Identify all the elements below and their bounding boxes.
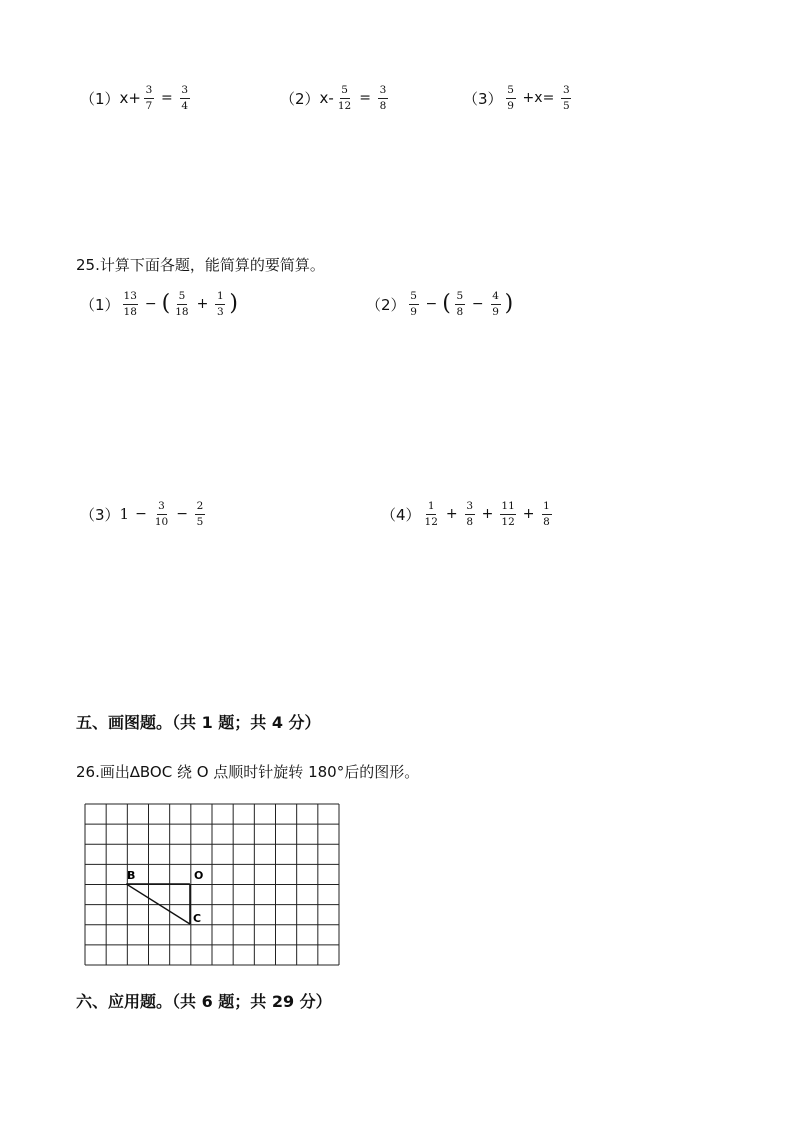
fraction: $\frac{5}{8}$ <box>456 290 464 318</box>
segment-bc <box>126 884 190 924</box>
operator: − <box>176 506 188 522</box>
fraction: $\frac{3}{4}$ <box>181 84 189 112</box>
q25-problem-4 <box>381 494 555 534</box>
equation-2-pre: x- <box>319 89 334 107</box>
left-paren: ( <box>161 291 171 316</box>
fraction: $\frac{13}{18}$ <box>123 290 137 318</box>
operator: + <box>481 506 494 522</box>
q25-problem-2 <box>366 284 514 324</box>
fraction: $\frac{1}{3}$ <box>217 290 224 318</box>
q25-p4-label: （4） <box>381 505 421 524</box>
operator: + <box>196 296 209 312</box>
equation-3-mid: +x= <box>522 90 555 106</box>
point-b-label: B <box>127 869 136 882</box>
fraction: $\frac{3}{5}$ <box>562 84 570 112</box>
q25-problem-1 <box>80 284 239 324</box>
q25-p1-label: （1） <box>80 295 120 314</box>
operator: − <box>425 296 438 312</box>
operator: + <box>445 506 458 522</box>
equation-2 <box>280 78 391 118</box>
equation-2-mid: = <box>359 90 371 106</box>
fraction: $\frac{5}{18}$ <box>175 290 189 318</box>
fraction: $\frac{5}{9}$ <box>410 290 417 318</box>
equation-2-label: （2） <box>280 89 320 108</box>
operator: − <box>471 296 484 312</box>
right-paren: ) <box>504 291 514 316</box>
equation-1-pre: x+ <box>119 89 141 107</box>
fraction: $\frac{1}{12}$ <box>424 500 438 528</box>
operator: + <box>522 506 535 522</box>
fraction: $\frac{3}{7}$ <box>145 84 153 112</box>
fraction: $\frac{1}{8}$ <box>543 500 550 528</box>
fraction: $\frac{3}{8}$ <box>379 84 387 112</box>
q25-title: 25.计算下面各题，能简算的要简算。 <box>76 256 325 274</box>
section-6-heading: 六、应用题。（共 6 题；共 29 分） <box>76 992 332 1011</box>
fraction: $\frac{4}{9}$ <box>492 290 499 318</box>
equation-3-label: （3） <box>463 89 503 108</box>
section-5-heading: 五、画图题。（共 1 题；共 4 分） <box>76 713 321 732</box>
equation-3 <box>463 78 574 118</box>
right-paren: ) <box>229 291 238 316</box>
operator: − <box>144 296 157 312</box>
q25-p2-label: （2） <box>366 295 406 314</box>
fraction: $\frac{2}{5}$ <box>196 500 204 528</box>
equation-1-label: （1） <box>80 89 120 108</box>
triangle-boc <box>126 884 190 924</box>
point-c-label: C <box>193 912 202 925</box>
fraction: $\frac{3}{8}$ <box>466 500 473 528</box>
fraction: $\frac{3}{10}$ <box>154 500 169 528</box>
left-paren: ( <box>442 291 451 316</box>
q25-problem-3 <box>80 494 208 534</box>
grid-lines <box>85 804 339 965</box>
q26-title: 26.画出∆BOC 绕 O 点顺时针旋转 180°后的图形。 <box>76 763 420 781</box>
equation-1 <box>80 78 193 118</box>
fraction: $\frac{5}{9}$ <box>507 84 514 112</box>
q25-p3-label: （3） <box>80 505 120 524</box>
point-o-label: O <box>194 869 204 882</box>
rotation-grid <box>84 803 340 966</box>
operator: − <box>135 506 147 522</box>
equation-1-mid: = <box>161 90 173 106</box>
whole-number: 1 <box>119 505 130 523</box>
fraction: $\frac{11}{12}$ <box>501 500 515 528</box>
fraction: $\frac{5}{12}$ <box>337 84 352 112</box>
